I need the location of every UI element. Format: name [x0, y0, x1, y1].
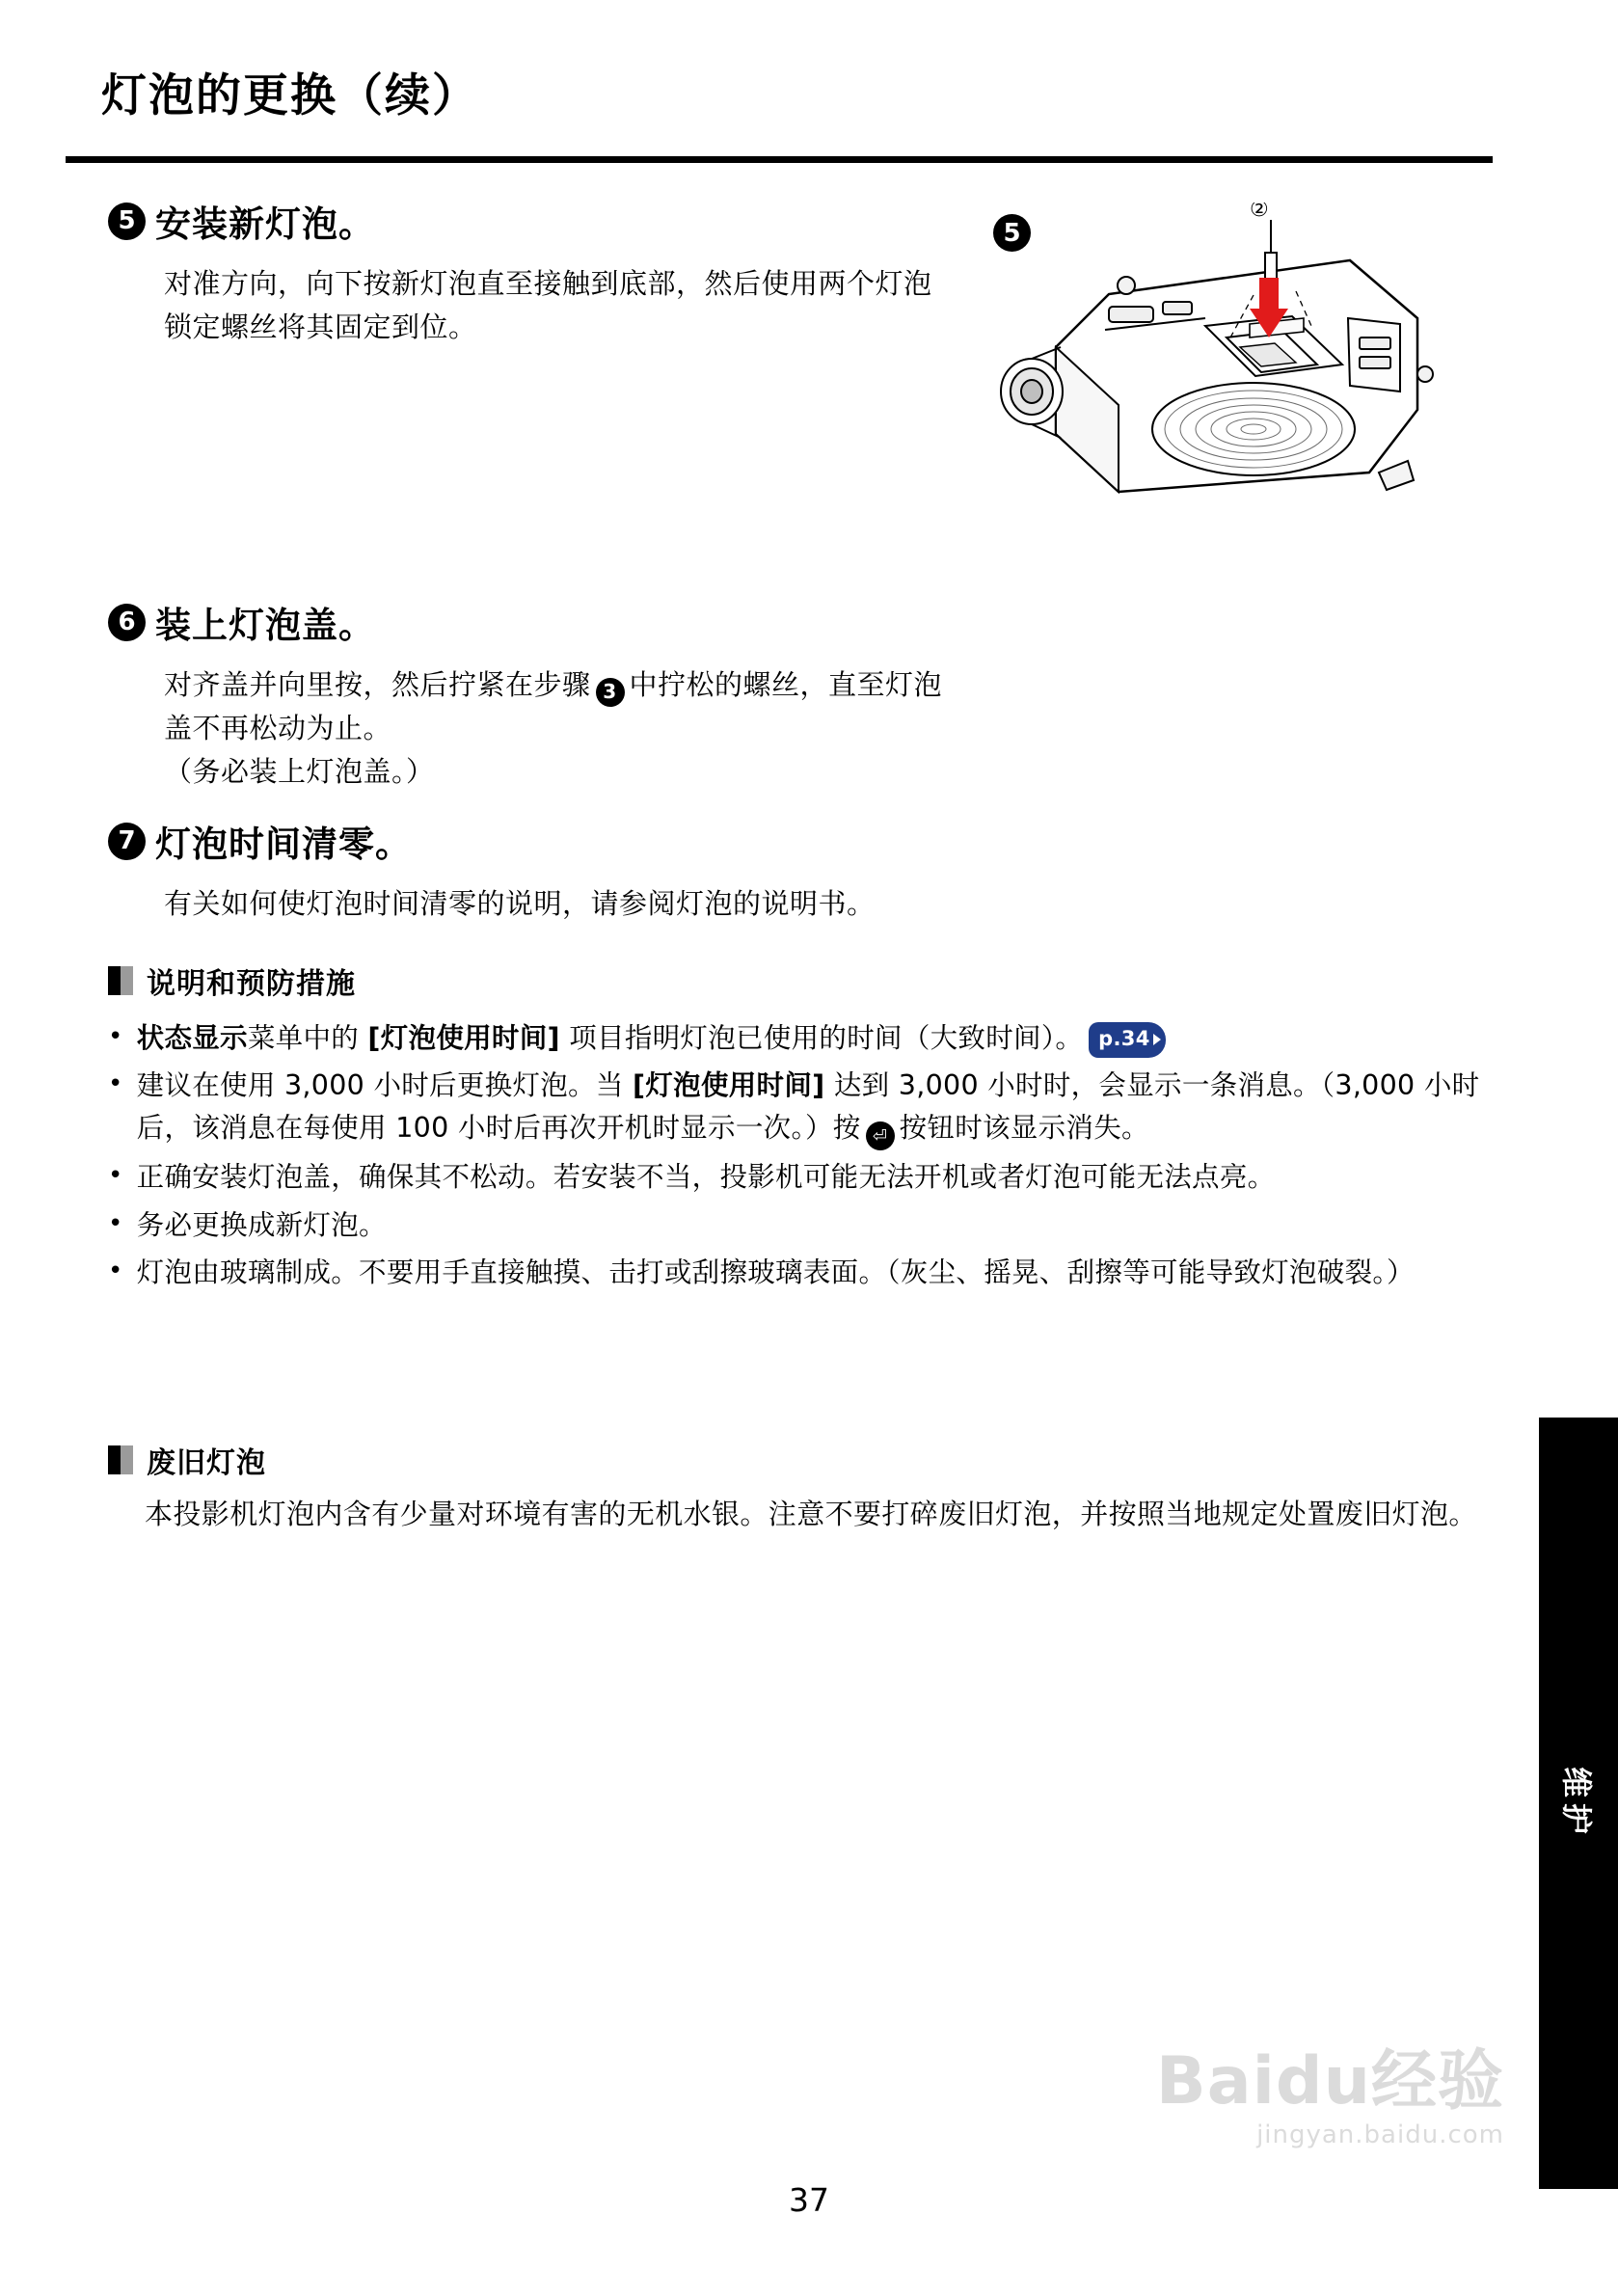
list-item — [108, 1065, 1497, 1150]
disposal-section-body: 本投影机灯泡内含有少量对环境有害的无机水银。注意不要打碎废旧灯泡，并按照当地规定处置废旧灯泡。 — [145, 1498, 1477, 1530]
notes-bullet-list — [108, 1017, 1497, 1299]
disposal-section-title: 废旧灯泡 — [147, 1446, 266, 1480]
step-7 — [108, 815, 876, 926]
section-marker-icon — [108, 1445, 133, 1474]
bullet-plain-2: 建议在使用 3,000 小时后更换灯泡。当 — [136, 1069, 634, 1102]
bullet-bold-1: [灯泡使用时间] — [367, 1022, 560, 1054]
page-number: 37 — [789, 2181, 829, 2219]
bullet-bold-2: [灯泡使用时间] — [633, 1069, 825, 1102]
step-title: 灯泡时间清零。 — [155, 824, 412, 865]
list-item — [108, 1017, 1497, 1059]
bullet-text — [137, 1017, 1497, 1059]
step-6-note: （务必装上灯泡盖。） — [164, 754, 435, 788]
notes-section-title: 说明和预防措施 — [147, 967, 356, 1001]
step-6-text-post: 中拧松的螺丝，直至灯泡盖不再松动为止。 — [164, 668, 943, 744]
page-title: 灯泡的更换（续） — [101, 69, 479, 122]
title-divider — [66, 156, 1493, 163]
step-5-heading — [108, 195, 945, 247]
bullet-bold-0: 状态显示 — [136, 1022, 248, 1054]
list-item — [108, 1156, 1497, 1198]
bullet-plain-4: 按钮时该显示消失。 — [899, 1111, 1149, 1144]
list-item — [108, 1252, 1497, 1293]
bullet-plain-3: 达到 3,000 小时时，会显示一条消息。（3,000 小时后，该消息在每使用 100 小时后再次开机时显示一次。）按 — [136, 1069, 1480, 1144]
watermark-sub: jingyan.baidu.com — [1256, 2120, 1504, 2149]
step-6-heading — [108, 596, 945, 648]
step-6-text-pre: 对齐盖并向里按，然后拧紧在步骤 — [164, 668, 591, 701]
step-title: 安装新灯泡。 — [155, 203, 375, 245]
step-reference-badge: 3 — [596, 678, 625, 707]
page-reference-link[interactable]: p.34 — [1089, 1022, 1165, 1058]
bullet-dot-icon: • — [108, 1161, 123, 1191]
bullet-dot-icon: • — [108, 1208, 123, 1238]
projector-lamp-figure — [964, 203, 1466, 579]
notes-section-heading — [108, 959, 356, 1002]
side-tab-label: 维护 — [1558, 1766, 1595, 1841]
step-6-body — [164, 663, 945, 794]
step-6 — [108, 596, 945, 794]
bullet-plain-0: 菜单中的 — [247, 1022, 368, 1054]
bullet-text — [137, 1065, 1497, 1150]
step-5 — [108, 195, 945, 349]
bullet-text: 灯泡由玻璃制成。不要用手直接触摸、击打或刮擦玻璃表面。（灰尘、摇晃、刮擦等可能导致灯泡破裂。） — [136, 1256, 1415, 1288]
projector-diagram-svg — [964, 203, 1466, 579]
step-5-text: 对准方向，向下按新灯泡直至接触到底部，然后使用两个灯泡锁定螺丝将其固定到位。 — [164, 267, 932, 343]
watermark-main: Baidu经验 — [1155, 2043, 1504, 2120]
bullet-text: 务必更换成新灯泡。 — [136, 1208, 387, 1241]
bullet-plain-1: 项目指明灯泡已使用的时间（大致时间）。 — [559, 1022, 1084, 1054]
bullet-dot-icon: • — [108, 1256, 123, 1285]
disposal-section-heading — [108, 1439, 266, 1481]
watermark — [1155, 2043, 1504, 2149]
section-marker-icon — [108, 966, 133, 995]
step-7-text: 有关如何使灯泡时间清零的说明，请参阅灯泡的说明书。 — [164, 887, 876, 920]
step-6-text — [164, 663, 945, 750]
bullet-dot-icon: • — [108, 1022, 123, 1051]
step-number-badge: 5 — [108, 203, 146, 240]
figure-step-badge: 5 — [993, 214, 1031, 252]
enter-button-icon: ⏎ — [866, 1121, 895, 1150]
step-number-badge: 7 — [108, 823, 146, 860]
bullet-dot-icon: • — [108, 1069, 123, 1099]
step-number-badge: 6 — [108, 604, 146, 641]
screw-callout-label: ② — [1250, 203, 1269, 222]
bullet-text: 正确安装灯泡盖，确保其不松动。若安装不当，投影机可能无法开机或者灯泡可能无法点亮。 — [136, 1161, 1276, 1194]
step-title: 装上灯泡盖。 — [155, 605, 375, 646]
list-item — [108, 1204, 1497, 1246]
step-7-heading — [108, 815, 876, 867]
step-5-body — [164, 262, 945, 349]
step-7-body — [164, 882, 876, 926]
side-tab-maintenance — [1539, 1418, 1618, 2189]
